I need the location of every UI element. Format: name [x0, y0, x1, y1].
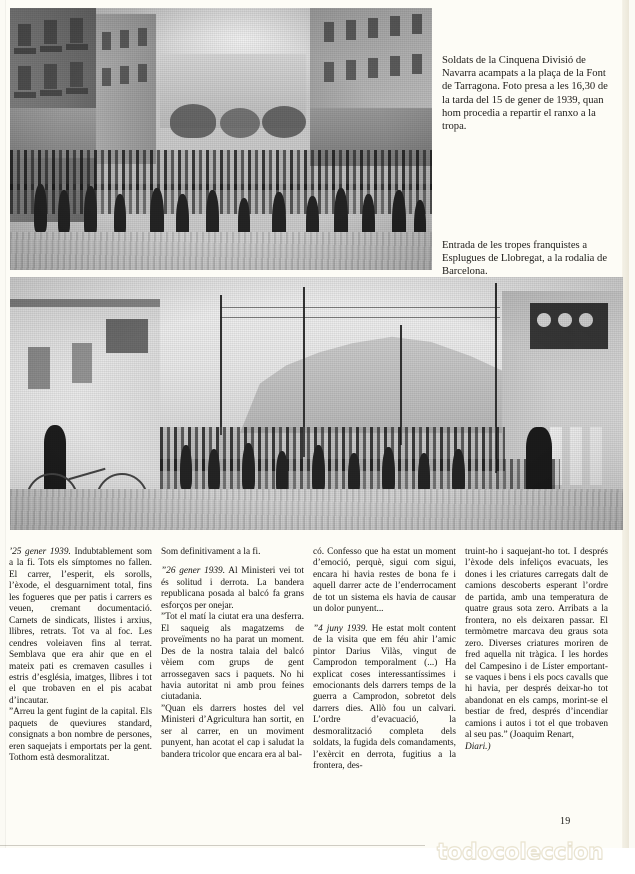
window — [412, 14, 422, 34]
window — [28, 347, 50, 389]
figure — [208, 449, 220, 491]
body-text-columns — [9, 547, 617, 805]
page-number: 19 — [560, 816, 571, 827]
text-column-4 — [465, 547, 608, 805]
window — [44, 20, 57, 44]
paragraph-text: ”Tot el matí la ciutat era una desferra. El saqueig als magatzems de proveïments no ha parat un moment. Des de la nostra talaia del balcó vèiem com grups de gent arrossegaven sacs i paquets. No hi havia autoritat ni amb prou feines ciutadania. — [161, 612, 304, 703]
roadway — [10, 489, 623, 530]
window — [120, 66, 129, 84]
page-edge-shadow — [622, 0, 629, 848]
figure — [276, 451, 288, 493]
text-column-1 — [9, 547, 152, 805]
crowd-band — [160, 459, 560, 491]
window — [346, 20, 356, 40]
window — [72, 343, 92, 383]
paragraph-text: có. Confesso que ha estat un moment d’emoció, perquè, sigui com sigui, encara hi havia restes de bona fe i aquell darrer acte de l’enderrocament de tot un sistema els havia de causar un dolor punyent... — [313, 547, 456, 615]
paragraph-text: Diari.) — [465, 741, 491, 752]
paragraph — [161, 704, 304, 761]
figure — [180, 445, 192, 489]
balcony — [14, 48, 36, 54]
figure — [114, 194, 126, 236]
window — [18, 24, 31, 46]
paragraph — [161, 547, 304, 558]
text-column-3 — [313, 547, 456, 805]
paragraph-text: ”Quan els darrers hostes del vel Ministeri d’Agricultura han sortit, en ser al carrer, en un moviment punyent, han acotat el cap i saludat la bandera tricolor que encara era al bal- — [161, 703, 304, 760]
paragraph-text: ”Arreu la gent fugint de la capital. Els paquets de queviures standard, consignats a bon nombre de persones, eren saquejats i emportats per la gent. Tothom està desmoralitzat. — [9, 707, 152, 764]
figure — [34, 184, 47, 232]
window — [102, 32, 111, 50]
window — [44, 64, 57, 89]
paragraph — [161, 566, 304, 612]
window — [368, 58, 378, 78]
tree — [262, 106, 306, 138]
balcony — [66, 44, 88, 50]
figure — [84, 186, 97, 236]
caption-soldiers-camped: Soldats de la Cinquena Divisió de Navarra acampats a la plaça de la Font de Tarragona. Foto presa a les 16,30 de la tarda del 15 de gener de 1939, quan hom procedia a repartir el ranxo a la tropa. — [442, 55, 608, 133]
diary-date-reference: ’25 gener 1939. — [9, 547, 71, 557]
tree — [170, 104, 216, 138]
window — [368, 18, 378, 38]
window — [102, 68, 111, 86]
window — [18, 66, 31, 90]
window — [412, 54, 422, 74]
banner-glyph — [579, 313, 593, 327]
paragraph — [313, 624, 456, 773]
figure — [58, 190, 70, 234]
building-cornice — [10, 299, 160, 307]
site-watermark: todocoleccion — [437, 840, 604, 865]
paragraph — [313, 547, 456, 616]
window — [324, 62, 334, 82]
paragraph — [9, 707, 152, 764]
overhead-wire — [220, 307, 500, 308]
balcony — [40, 90, 62, 96]
text-column-2 — [161, 547, 304, 805]
paragraph — [465, 742, 608, 753]
paragraph-text: Indubtablement som a la fi. Tots els símptomes no fallen. El carrer, l’esperit, els sorolls, l’èxode, el desguarniment total, fins les fogueres que per patis i carrers es veuen, cremant documentació. Carnets de sindicats, llistes i arxius, llibres, retrats. Tot va al foc. Les cendres voleiaven fins al terrat. Semblava que era ahir que en el mateix pati es cremaven casulles i estris d’església, imatges, llibres i tot el que trobaven en el pis acabat d’incautar. — [9, 547, 152, 706]
paragraph — [9, 547, 152, 707]
window — [570, 427, 582, 485]
balcony — [66, 88, 88, 94]
paragraph-text: Som definitivament a la fi. — [161, 547, 261, 557]
paragraph — [161, 612, 304, 704]
window — [138, 64, 147, 82]
window — [346, 60, 356, 80]
awning-sign — [106, 319, 148, 353]
window — [138, 28, 147, 46]
roadway — [10, 232, 432, 270]
figure — [242, 443, 255, 491]
page-bottom-rule — [0, 845, 425, 846]
window — [590, 427, 602, 485]
window — [70, 62, 83, 87]
page-bottom-margin — [0, 848, 635, 874]
paragraph-text: He estat molt content de la visita que em féu ahir l’amic pintor Darius Vilàs, vingut de Camprodon temporalment (...) Ha explicat coses interessantíssimes i emocionants dels darrers temps de la guerra a Camprodon, sobretot dels darrers dies. Allò fou un calvari. L’ordre d’evacuació, la desmoralització completa dels soldats, la fugida dels comandaments, l’exèrcit en derrota, fugitius a la frontera, des- — [313, 623, 456, 772]
window — [120, 30, 129, 48]
window — [390, 16, 400, 36]
figure — [348, 453, 360, 493]
banner-glyph — [558, 313, 572, 327]
tree — [220, 108, 260, 138]
overhead-wire — [220, 317, 500, 318]
balcony — [14, 92, 36, 98]
balcony — [40, 46, 62, 52]
banner-glyph — [537, 313, 551, 327]
paragraph — [465, 547, 608, 742]
window — [390, 56, 400, 76]
figure — [382, 447, 395, 493]
diary-date-reference: ”26 gener 1939. — [161, 566, 226, 577]
franquista-troops-entering-photo — [10, 277, 623, 530]
telegraph-pole — [220, 295, 222, 435]
figure — [312, 445, 325, 493]
caption-troops-entering: Entrada de les tropes franquistes a Esplugues de Llobregat, a la rodalia de Barcelona. — [442, 240, 608, 278]
diary-date-reference: ”4 juny 1939. — [313, 623, 368, 634]
window — [70, 18, 83, 43]
window — [324, 22, 334, 42]
soldiers-camped-street-photo — [10, 8, 432, 270]
paragraph-text: Al Ministeri vei tot és solitud i derrota. La bandera republicana posada al balcó fa grans esforços per onejar. — [161, 566, 305, 611]
paragraph-text: truint-ho i saquejant-ho tot. I després l’èxode dels infeliços evacuats, les dones i les criatures carregats dalt de camions descoberts esperant l’ordre de partida, amb una temperatura de quatre graus sota zero. Arribats a la frontera, no els deixaren passar. El termòmetre marcava deu graus sota zero. Diverses criatures moriren de fred aquella nit tràgica. I les hordes del Campesino i de Líster emportant-se vaques i bens i els pocs cavalls que hi havia, per després deixar-ho tot abandonat en els camps, morint-se el bestiar de fred, després d’incendiar camions i autos i tot el que trobaven al seu pas.” (Joaquim Renart, — [465, 547, 608, 741]
